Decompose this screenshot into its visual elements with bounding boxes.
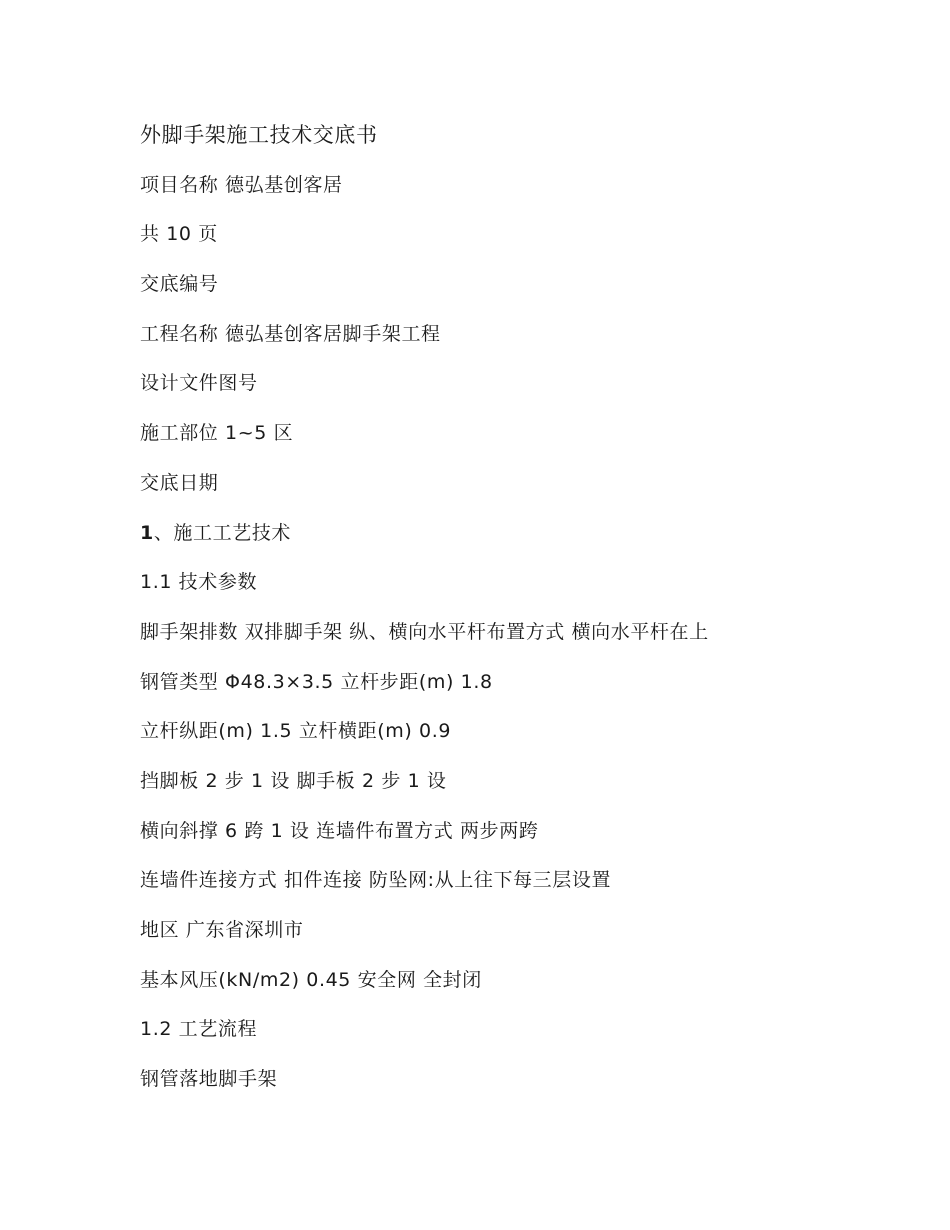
param-line-toe-board: 挡脚板 2 步 1 设 脚手板 2 步 1 设 <box>140 769 447 792</box>
param-line-steel-pipe: 钢管类型 Φ48.3×3.5 立杆步距(m) 1.8 <box>140 670 493 693</box>
section-1-heading <box>140 514 840 564</box>
disclosure-date-line: 交底日期 <box>140 471 219 494</box>
design-drawing-number-line: 设计文件图号 <box>140 372 258 395</box>
param-line-wall-tie: 连墙件连接方式 扣件连接 防坠网:从上往下每三层设置 <box>140 869 612 892</box>
process-line-steel-scaffold: 钢管落地脚手架 <box>140 1068 278 1091</box>
param-line-region: 地区 广东省深圳市 <box>140 919 304 941</box>
disclosure-number-line: 交底编号 <box>140 273 219 296</box>
project-name-line: 项目名称 德弘基创客居 <box>140 173 343 196</box>
param-line-pole-spacing: 立杆纵距(m) 1.5 立杆横距(m) 0.9 <box>140 720 452 743</box>
subsection-1-1-heading: 1.1 技术参数 <box>140 571 258 594</box>
section-1-number: 1 <box>140 521 154 544</box>
construction-area-line: 施工部位 1~5 区 <box>140 422 294 445</box>
document-title: 外脚手架施工技术交底书 <box>140 123 378 147</box>
page-count-line: 共 10 页 <box>140 223 218 246</box>
engineering-name-line: 工程名称 德弘基创客居脚手架工程 <box>140 322 441 345</box>
section-1-title: 、施工工艺技术 <box>153 521 292 544</box>
param-line-diagonal-brace: 横向斜撑 6 跨 1 设 连墙件布置方式 两步两跨 <box>140 819 539 842</box>
subsection-1-2-heading: 1.2 工艺流程 <box>140 1018 258 1041</box>
param-line-scaffold-rows: 脚手架排数 双排脚手架 纵、横向水平杆布置方式 横向水平杆在上 <box>140 620 709 643</box>
document-body <box>140 116 840 1110</box>
param-line-wind-pressure: 基本风压(kN/m2) 0.45 安全网 全封闭 <box>140 968 482 991</box>
